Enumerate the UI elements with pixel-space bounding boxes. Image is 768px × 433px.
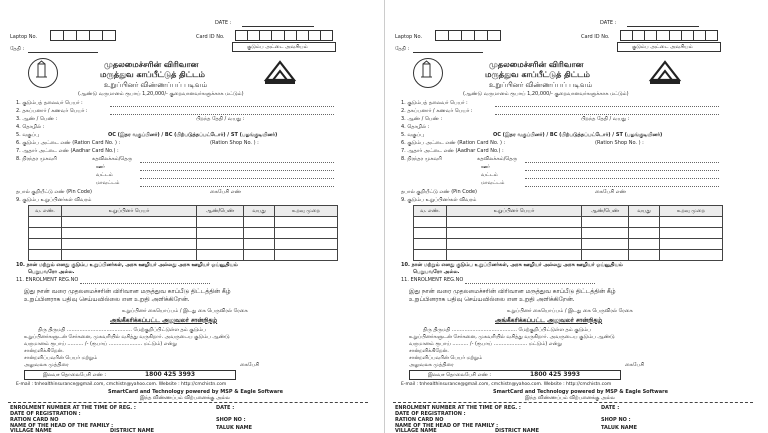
date-tamil-label: தேதி : — [10, 46, 25, 52]
members-label: 9. குடும்ப உறுப்பினர்கள் விவரம் — [16, 197, 92, 203]
declaration-para-1: இது நான் வரை முதலமைச்சரின் விரிவான மருத்துவ காப்பீடு திட்டத்தின் கீழ் — [24, 288, 231, 295]
contact-email-line: E-mail : tnhealthinsurance@gmail.com, cmchistn@yahoo.com. Website : http://cmchistn.com — [401, 382, 612, 387]
members-table-row — [29, 239, 338, 250]
field-ration-card: 6. குடும்ப அட்டை எண் (Ration Card No. ) : — [16, 140, 121, 146]
field-head-name: 1. குடும்பத் தலைவர் பெயர் : — [401, 100, 468, 106]
address-taluk: வட்டம் — [481, 172, 498, 178]
members-table-cell[interactable] — [629, 217, 660, 228]
date-line — [627, 26, 699, 27]
members-table-cell[interactable] — [62, 217, 197, 228]
field-class: 5. வகுப்பு — [401, 132, 425, 138]
footer-village: VILLAGE NAME — [395, 428, 437, 433]
address-taluk-line[interactable] — [525, 178, 719, 179]
helpline-number[interactable]: 1800 425 3993 — [530, 371, 581, 378]
card-status-box — [232, 42, 336, 52]
field-class-options: OC (இதர வகுப்பினர்) / BC (பிற்படுத்தப்பட்டோர்) / ST (பழங்குடியினர்) — [108, 132, 278, 138]
address-district: மாவட்டம் — [96, 180, 120, 186]
address-district-line[interactable] — [140, 186, 334, 187]
members-table-row — [414, 239, 723, 250]
enrolment-reg-label: 11. ENROLMENT REG.NO — [401, 277, 464, 283]
helpline-box — [24, 370, 236, 380]
field-shop-no: (Ration Shop No. ) : — [595, 140, 644, 146]
form-page-right — [384, 0, 768, 433]
field-class-options: OC (இதர வகுப்பினர்) / BC (பிற்படுத்தப்பட்டோர்) / ST (பழங்குடியினர்) — [493, 132, 663, 138]
field-father-name-line[interactable] — [110, 114, 334, 115]
enrolment-reg-label: 11. ENROLMENT REG.NO — [16, 277, 79, 283]
members-table-cell[interactable] — [244, 217, 275, 228]
date-tamil-line — [28, 52, 98, 53]
date-tamil-label: தேதி : — [395, 46, 410, 52]
free-form-note: இந்த விண்ணப்பம் விற்பனைக்கு அல்ல — [140, 395, 230, 401]
field-father-name-line[interactable] — [495, 114, 719, 115]
members-table-cell[interactable] — [197, 217, 244, 228]
members-table-cell[interactable] — [62, 250, 197, 261]
members-table-cell[interactable] — [582, 217, 629, 228]
helpline-number[interactable]: 1800 425 3993 — [145, 371, 196, 378]
certificate-line-1: திரு திருமதி ......................................... மேற்குறிப்பிட்டுள்ள தம் குடும்ப — [38, 327, 207, 333]
field-ration-card: 6. குடும்ப அட்டை எண் (Ration Card No. ) : — [401, 140, 506, 146]
members-table-cell[interactable] — [62, 239, 197, 250]
field-address: 8. நிரந்தர முகவரி — [401, 156, 442, 162]
members-table-cell[interactable] — [197, 228, 244, 239]
members-table-row — [414, 250, 723, 261]
officer-certificate-title: அங்கீகரிக்கப்பட்ட அலுவலர் சான்றிதழ் — [110, 317, 218, 324]
members-table-cell[interactable] — [414, 239, 447, 250]
certificate-line-5: சான்றளிப்பவரின் பெயர் மற்றும் — [24, 355, 98, 361]
powered-by-line: SmartCard and Technology powered by MSP & Eagle Software — [493, 389, 669, 395]
field-address: 8. நிரந்தர முகவரி — [16, 156, 57, 162]
powered-by-line: SmartCard and Technology powered by MSP & Eagle Software — [108, 389, 284, 395]
members-table-cell[interactable] — [582, 250, 629, 261]
laptop-label: Laptop No. — [10, 34, 38, 40]
members-table-row — [29, 228, 338, 239]
members-col-age: வயது — [244, 206, 275, 217]
address-street-line[interactable] — [525, 162, 719, 163]
card-id-label: Card ID No. — [581, 34, 610, 40]
members-table-cell[interactable] — [414, 228, 447, 239]
members-table-row — [29, 217, 338, 228]
certificate-line-3: வருமானம் ரூபாய் .......... /- (ரூபாய் ..................... மட்டும்) என்று — [409, 341, 562, 347]
members-table-row — [414, 228, 723, 239]
members-table-cell[interactable] — [629, 239, 660, 250]
card-id-boxes[interactable] — [235, 30, 333, 41]
title-line-1: முதலமைச்சரின் விரிவான — [104, 60, 199, 69]
members-table-cell[interactable] — [29, 250, 62, 261]
members-table-cell[interactable] — [244, 239, 275, 250]
members-table-cell[interactable] — [447, 250, 582, 261]
field-dob: பிறந்த தேதி / வயது : — [196, 116, 245, 122]
footer-enrolment: ENROLMENT NUMBER AT THE TIME OF REG. : — [10, 405, 136, 411]
members-table-cell[interactable] — [414, 217, 447, 228]
members-table-cell[interactable] — [275, 250, 338, 261]
card-status-text: குடும்ப அட்டை அவசியம் — [247, 44, 308, 50]
title-line-1: முதலமைச்சரின் விரிவான — [489, 60, 584, 69]
field-aadhar: 7. ஆதார் அட்டை எண் (Aadhar Card No.) : — [401, 148, 504, 154]
members-col-no: வ. எண். — [29, 206, 62, 217]
field-occupation: 4. தொழில் : — [401, 124, 430, 130]
title-line-3: உறுப்பினர் விண்ணப்பப் படிவம் — [489, 81, 593, 89]
insurance-logo-icon — [262, 58, 298, 86]
members-table-cell[interactable] — [244, 250, 275, 261]
footer-shop: SHOP NO : — [601, 417, 631, 423]
date-line — [242, 26, 314, 27]
field-class: 5. வகுப்பு — [16, 132, 40, 138]
field-shop-no: (Ration Shop No. ) : — [210, 140, 259, 146]
certificate-line-3: வருமானம் ரூபாய் .......... /- (ரூபாய் ..................... மட்டும்) என்று — [24, 341, 177, 347]
field-father-name: 2. தகப்பனார் / கணவர் பெயர் : — [401, 108, 473, 114]
footer-date-reg: DATE OF REGISTRATION : — [395, 411, 466, 417]
helpline-box — [409, 370, 621, 380]
footer-village: VILLAGE NAME — [10, 428, 52, 433]
footer-date: DATE : — [601, 405, 620, 411]
address-village-line[interactable] — [525, 170, 719, 171]
helpline-label: இலவச தொலைபேசி எண் : — [428, 372, 492, 378]
footer-head: NAME OF THE HEAD OF THE FAMILY : — [395, 423, 499, 429]
tear-line — [393, 402, 753, 403]
footer-enrolment: ENROLMENT NUMBER AT THE TIME OF REG. : — [395, 405, 521, 411]
members-col-gender: ஆண்/பெண் — [197, 206, 244, 217]
declaration-10: 10. நான் மற்றும் எனது குடும்ப உறுப்பினர்கள், அரசு ஊழியர் அல்லது அரசு ஊழியர் ஓய்வூதியம் — [401, 262, 623, 268]
members-table-cell[interactable] — [447, 217, 582, 228]
members-table-cell[interactable] — [62, 228, 197, 239]
field-head-name: 1. குடும்பத் தலைவர் பெயர் : — [16, 100, 83, 106]
members-col-name: உறுப்பினர் பெயர் — [447, 206, 582, 217]
mobile-label: கைபேசி எண் — [595, 189, 626, 195]
helpline-label: இலவச தொலைபேசி எண் : — [43, 372, 107, 378]
field-head-name-line[interactable] — [110, 106, 334, 107]
contact-email-line: E-mail : tnhealthinsurance@gmail.com, cmchistn@yahoo.com. Website : http://cmchistn.com — [16, 382, 227, 387]
members-table-cell[interactable] — [629, 228, 660, 239]
field-gender: 3. ஆண் / பெண் : — [401, 116, 443, 122]
members-table-cell[interactable] — [197, 239, 244, 250]
members-table-cell[interactable] — [275, 217, 338, 228]
certificate-line-2: உறுப்பினர்களுடன் சேர்கனை, முகவரியில் வசித்து வருகிறார். அவருடைய குடும்ப ஆண்டு — [24, 334, 230, 340]
certificate-line-4: சான்றளிக்கிறேன். — [409, 348, 449, 354]
laptop-no-boxes[interactable] — [435, 30, 501, 41]
declaration-para-1: இது நான் வரை முதலமைச்சரின் விரிவான மருத்துவ காப்பீடு திட்டத்தின் கீழ் — [409, 288, 616, 295]
enrolment-reg-line[interactable] — [80, 283, 210, 284]
tn-emblem-icon — [413, 58, 443, 88]
members-col-gender: ஆண்/பெண் — [582, 206, 629, 217]
certificate-line-4: சான்றளிக்கிறேன். — [24, 348, 64, 354]
card-status-box — [617, 42, 721, 52]
title-line-4: (ஆண்டு வருமானம் ரூபாய் 1,20,000/- குறைவானவர்களுக்காக மட்டும்) — [78, 91, 244, 97]
members-table-cell[interactable] — [197, 250, 244, 261]
title-line-3: உறுப்பினர் விண்ணப்பப் படிவம் — [104, 81, 208, 89]
officer-mobile-label: கைபேசி — [240, 362, 260, 368]
members-header-row — [414, 206, 723, 217]
laptop-label: Laptop No. — [395, 34, 423, 40]
address-taluk-line[interactable] — [140, 178, 334, 179]
members-table — [413, 205, 723, 261]
footer-head: NAME OF THE HEAD OF THE FAMILY : — [10, 423, 114, 429]
address-street: கதவிலக்கம்/தெரு — [92, 156, 133, 162]
field-aadhar: 7. ஆதார் அட்டை எண் (Aadhar Card No.) : — [16, 148, 119, 154]
enrolment-reg-line[interactable] — [465, 283, 595, 284]
members-table-cell[interactable] — [582, 239, 629, 250]
declaration-10b: பெறுபவரோ அல்ல. — [28, 269, 75, 275]
footer-taluk: TALUK NAME — [601, 425, 638, 431]
field-head-name-line[interactable] — [495, 106, 719, 107]
members-col-relation: உறவு முறை — [660, 206, 723, 217]
footer-ration: RATION CARD NO — [395, 417, 444, 423]
members-header-row — [29, 206, 338, 217]
certificate-line-1: திரு திருமதி ......................................... மேற்குறிப்பிட்டுள்ள தம் குடும்ப — [423, 327, 592, 333]
pincode-label: தபால் குறியீட்டு எண் (Pin Code) — [401, 189, 477, 195]
members-col-no: வ. எண். — [414, 206, 447, 217]
members-table-cell[interactable] — [244, 228, 275, 239]
members-table-cell[interactable] — [29, 239, 62, 250]
field-gender: 3. ஆண் / பெண் : — [16, 116, 58, 122]
field-occupation: 4. தொழில் : — [16, 124, 45, 130]
title-line-2: மருத்துவ காப்பீட்டுத் திட்டம் — [485, 70, 590, 79]
card-status-text: குடும்ப அட்டை அவசியம் — [632, 44, 693, 50]
pincode-label: தபால் குறியீட்டு எண் (Pin Code) — [16, 189, 92, 195]
date-tamil-line — [413, 52, 483, 53]
title-line-2: மருத்துவ காப்பீட்டுத் திட்டம் — [100, 70, 205, 79]
tn-emblem-icon — [28, 58, 58, 88]
address-district: மாவட்டம் — [481, 180, 505, 186]
members-table-cell[interactable] — [660, 250, 723, 261]
members-col-relation: உறவு முறை — [275, 206, 338, 217]
field-father-name: 2. தகப்பனார் / கணவர் பெயர் : — [16, 108, 88, 114]
members-table-cell[interactable] — [29, 228, 62, 239]
address-street-line[interactable] — [140, 162, 334, 163]
members-table-cell[interactable] — [447, 228, 582, 239]
card-id-boxes[interactable] — [620, 30, 718, 41]
members-table-row — [414, 217, 723, 228]
members-table-cell[interactable] — [29, 217, 62, 228]
title-line-4: (ஆண்டு வருமானம் ரூபாய் 1,20,000/- குறைவானவர்களுக்காக மட்டும்) — [463, 91, 629, 97]
members-table-cell[interactable] — [660, 217, 723, 228]
footer-ration: RATION CARD NO — [10, 417, 59, 423]
officer-mobile-label: கைபேசி — [625, 362, 645, 368]
laptop-no-boxes[interactable] — [50, 30, 116, 41]
free-form-note: இந்த விண்ணப்பம் விற்பனைக்கு அல்ல — [525, 395, 615, 401]
address-district-line[interactable] — [525, 186, 719, 187]
member-signature-label: உறுப்பினர் கையொப்பம் / இடது கை பெருவிரல் ரேகை — [507, 308, 633, 314]
members-table-cell[interactable] — [660, 239, 723, 250]
declaration-para-2: உறுப்பினராக பதிவு செய்யவில்லை என உறுதி அளிக்கிறேன். — [409, 296, 575, 303]
members-table — [28, 205, 338, 261]
members-table-cell[interactable] — [275, 228, 338, 239]
members-label: 9. குடும்ப உறுப்பினர்கள் விவரம் — [401, 197, 477, 203]
members-table-row — [29, 250, 338, 261]
insurance-logo-icon — [647, 58, 683, 86]
members-table-cell[interactable] — [275, 239, 338, 250]
members-table-cell[interactable] — [447, 239, 582, 250]
tear-line — [8, 402, 368, 403]
address-village: ஊர் — [96, 164, 105, 170]
card-id-label: Card ID No. — [196, 34, 225, 40]
declaration-10b: பெறுபவரோ அல்ல. — [413, 269, 460, 275]
footer-date: DATE : — [216, 405, 235, 411]
members-table-cell[interactable] — [414, 250, 447, 261]
footer-taluk: TALUK NAME — [216, 425, 253, 431]
footer-date-reg: DATE OF REGISTRATION : — [10, 411, 81, 417]
declaration-para-2: உறுப்பினராக பதிவு செய்யவில்லை என உறுதி அளிக்கிறேன். — [24, 296, 190, 303]
officer-certificate-title: அங்கீகரிக்கப்பட்ட அலுவலர் சான்றிதழ் — [495, 317, 603, 324]
members-table-cell[interactable] — [629, 250, 660, 261]
footer-district: DISTRICT NAME — [110, 428, 154, 433]
certificate-line-6: அலுவலக முத்திரை — [409, 362, 454, 368]
address-village: ஊர் — [481, 164, 490, 170]
certificate-line-6: அலுவலக முத்திரை — [24, 362, 69, 368]
footer-district: DISTRICT NAME — [495, 428, 539, 433]
address-village-line[interactable] — [140, 170, 334, 171]
declaration-10: 10. நான் மற்றும் எனது குடும்ப உறுப்பினர்கள், அரசு ஊழியர் அல்லது அரசு ஊழியர் ஓய்வூதியம் — [16, 262, 238, 268]
members-col-age: வயது — [629, 206, 660, 217]
date-label: DATE : — [600, 20, 617, 26]
certificate-line-5: சான்றளிப்பவரின் பெயர் மற்றும் — [409, 355, 483, 361]
address-taluk: வட்டம் — [96, 172, 113, 178]
date-label: DATE : — [215, 20, 232, 26]
members-table-cell[interactable] — [582, 228, 629, 239]
members-table-cell[interactable] — [660, 228, 723, 239]
member-signature-label: உறுப்பினர் கையொப்பம் / இடது கை பெருவிரல் ரேகை — [122, 308, 248, 314]
certificate-line-2: உறுப்பினர்களுடன் சேர்கனை, முகவரியில் வசித்து வருகிறார். அவருடைய குடும்ப ஆண்டு — [409, 334, 615, 340]
mobile-label: கைபேசி எண் — [210, 189, 241, 195]
field-dob: பிறந்த தேதி / வயது : — [581, 116, 630, 122]
address-street: கதவிலக்கம்/தெரு — [477, 156, 518, 162]
members-col-name: உறுப்பினர் பெயர் — [62, 206, 197, 217]
footer-shop: SHOP NO : — [216, 417, 246, 423]
